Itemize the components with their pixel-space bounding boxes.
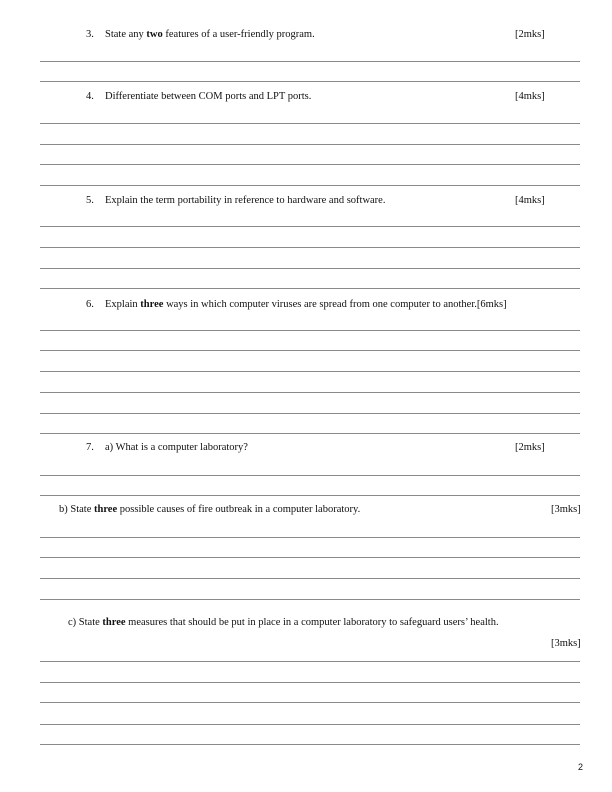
marks-label: [4mks] xyxy=(515,91,545,102)
question-number: 5. xyxy=(86,195,94,206)
marks-label: [2mks] xyxy=(515,29,545,40)
question-3-text xyxy=(105,29,315,41)
question-number: 3. xyxy=(86,29,94,40)
answer-line[interactable] xyxy=(40,661,580,662)
answer-line[interactable] xyxy=(40,268,580,269)
question-5-text: Explain the term portability in reference to hardware and software. xyxy=(105,195,386,206)
answer-line[interactable] xyxy=(40,330,580,331)
question-7a-text: a) What is a computer laboratory? xyxy=(105,442,248,453)
bold-word: three xyxy=(140,299,164,310)
bold-word: two xyxy=(146,29,163,40)
answer-line[interactable] xyxy=(40,537,580,538)
text-part: ways in which computer viruses are spread from one computer to another. xyxy=(163,299,477,310)
answer-line[interactable] xyxy=(40,288,580,289)
answer-line[interactable] xyxy=(40,371,580,372)
question-7b-text xyxy=(59,504,360,516)
answer-line[interactable] xyxy=(40,61,580,62)
text-part: features of a user-friendly program. xyxy=(162,29,315,40)
marks-label: [2mks] xyxy=(515,442,545,453)
answer-line[interactable] xyxy=(40,578,580,579)
bold-word: three xyxy=(102,617,126,628)
answer-line[interactable] xyxy=(40,350,580,351)
question-number: 4. xyxy=(86,91,94,102)
answer-line[interactable] xyxy=(40,392,580,393)
question-4-text: Differentiate between COM ports and LPT ports. xyxy=(105,91,312,102)
answer-line[interactable] xyxy=(40,475,580,476)
marks-label: [3mks] xyxy=(551,504,581,515)
answer-line[interactable] xyxy=(40,744,580,745)
answer-line[interactable] xyxy=(40,226,580,227)
answer-line[interactable] xyxy=(40,724,580,725)
text-part: c) State xyxy=(68,617,103,628)
marks-label: [4mks] xyxy=(515,195,545,206)
answer-line[interactable] xyxy=(40,247,580,248)
answer-line[interactable] xyxy=(40,164,580,165)
answer-line[interactable] xyxy=(40,144,580,145)
answer-line[interactable] xyxy=(40,81,580,82)
answer-line[interactable] xyxy=(40,682,580,683)
marks-label: [3mks] xyxy=(551,638,581,649)
answer-line[interactable] xyxy=(40,185,580,186)
text-part: State any xyxy=(105,29,147,40)
page-number: 2 xyxy=(578,762,584,772)
marks-label: [6mks] xyxy=(476,299,507,310)
text-part: Explain xyxy=(105,299,141,310)
text-part: possible causes of fire outbreak in a computer laboratory. xyxy=(117,504,361,515)
text-part: b) State xyxy=(59,504,94,515)
question-number: 6. xyxy=(86,299,94,310)
answer-line[interactable] xyxy=(40,599,580,600)
answer-line[interactable] xyxy=(40,433,580,434)
answer-line[interactable] xyxy=(40,702,580,703)
question-number: 7. xyxy=(86,442,94,453)
question-7c-text xyxy=(68,617,499,629)
answer-line[interactable] xyxy=(40,495,580,496)
answer-line[interactable] xyxy=(40,123,580,124)
question-6-text xyxy=(105,299,507,311)
text-part: measures that should be put in place in a computer laboratory to safeguard users’ health. xyxy=(125,617,499,628)
bold-word: three xyxy=(94,504,118,515)
answer-line[interactable] xyxy=(40,413,580,414)
answer-line[interactable] xyxy=(40,557,580,558)
